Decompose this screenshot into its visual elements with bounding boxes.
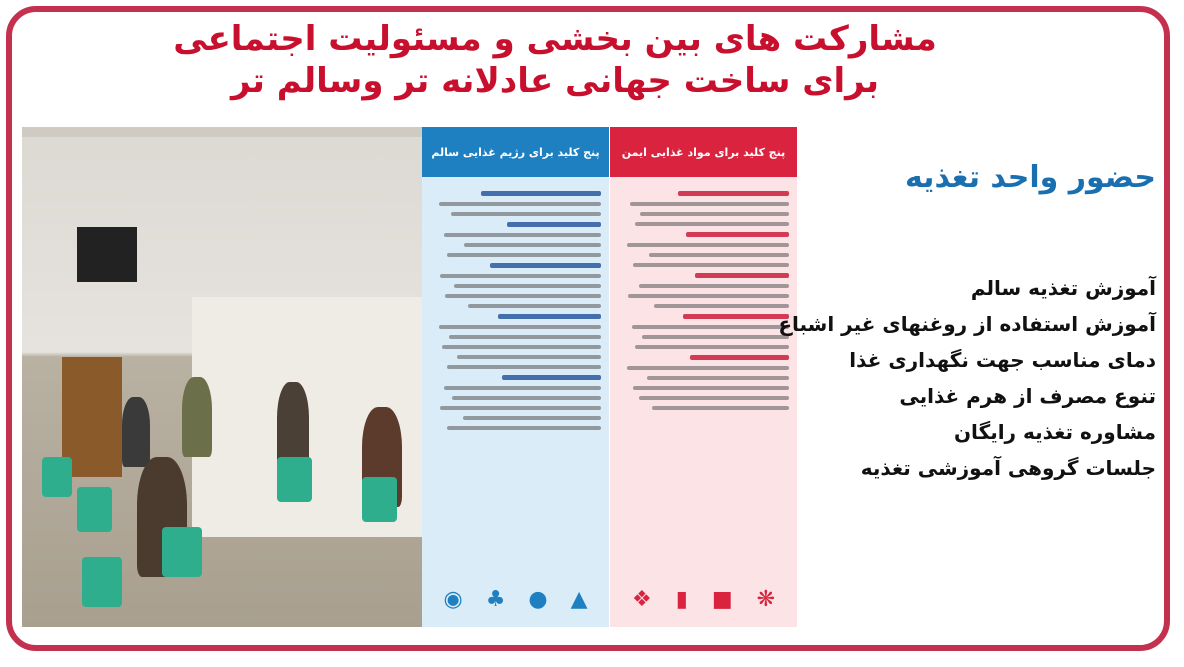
slide-title (160, 18, 950, 102)
title-line-1: مشارکت های بین بخشی و مسئولیت اجتماعی (173, 19, 937, 59)
poster-food-safety (610, 127, 797, 627)
poster-red-title: پنج کلید برای مواد غذایی ایمن (610, 127, 797, 177)
bird-icon: ● (528, 586, 548, 612)
bacteria-icon: ❋ (756, 586, 776, 612)
fruit-icon: ◉ (443, 586, 463, 612)
service-item: تنوع مصرف از هرم غذایی (899, 384, 1156, 408)
poster-red-icons (620, 579, 787, 619)
service-item: مشاوره تغذیه رایگان (953, 420, 1156, 444)
thermometer-icon: ▮ (675, 586, 688, 612)
poster-blue-icons (432, 579, 599, 619)
fish-icon: ▲ (570, 586, 588, 612)
service-item: جلسات گروهی آموزشی تغذیه (860, 456, 1156, 480)
tv-icon (77, 227, 137, 282)
services-list (778, 270, 1156, 486)
faucet-icon: ❖ (632, 586, 652, 612)
service-item: دمای مناسب جهت نگهداری غذا (849, 348, 1156, 372)
waiting-room-photo (22, 127, 422, 627)
wheat-icon: ♣ (485, 586, 506, 612)
service-item: آموزش تغذیه سالم (970, 276, 1156, 300)
cooking-pot-icon: ■ (711, 586, 733, 612)
section-heading: حضور واحد تغذیه (904, 160, 1156, 195)
service-item: آموزش استفاده از روغنهای غیر اشباع (778, 312, 1156, 336)
title-line-2: برای ساخت جهانی عادلانه تر وسالم تر (230, 61, 880, 101)
poster-healthy-diet (422, 127, 609, 627)
poster-blue-title: پنج کلید برای رژیم غذایی سالم (422, 127, 609, 177)
